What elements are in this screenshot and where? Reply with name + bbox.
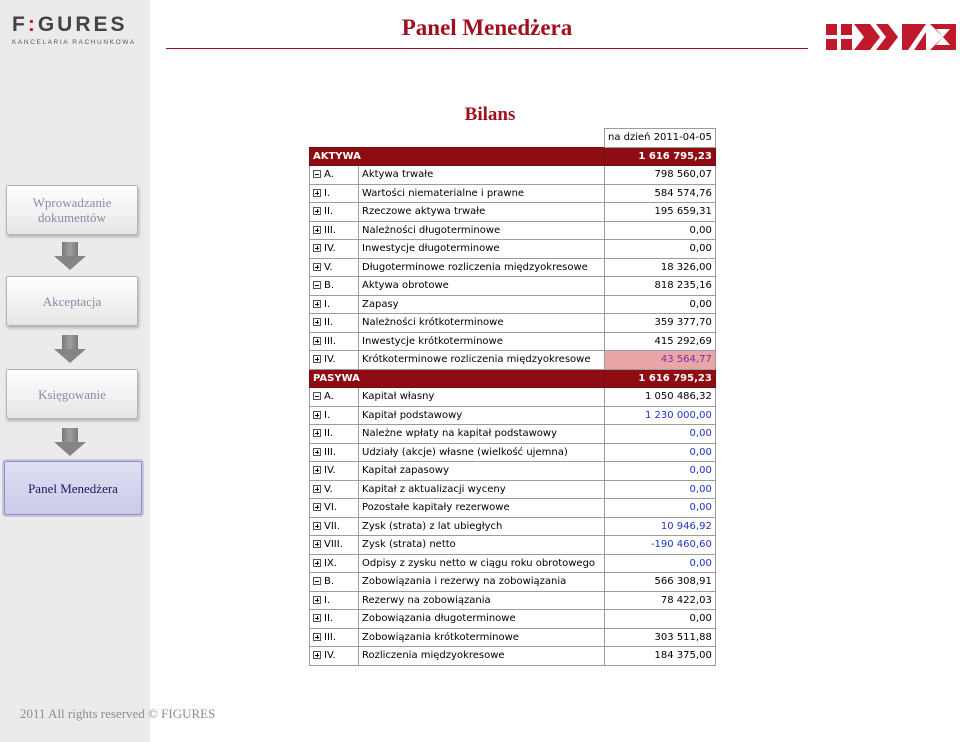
- row-value: 0,00: [605, 295, 716, 314]
- row-code-cell: [310, 277, 359, 296]
- row-name: Kapitał własny: [359, 388, 605, 407]
- row-code: III.: [324, 335, 337, 347]
- expand-plus-icon[interactable]: [313, 559, 321, 567]
- table-row: [310, 258, 716, 277]
- section-row-aktywa: [310, 147, 716, 166]
- row-name: Inwestycje krótkoterminowe: [359, 332, 605, 351]
- expand-plus-icon[interactable]: [313, 318, 321, 326]
- row-value: 1 230 000,00: [605, 406, 716, 425]
- table-row: [310, 332, 716, 351]
- row-name: Aktywa trwałe: [359, 166, 605, 185]
- row-value: 0,00: [605, 499, 716, 518]
- row-value: 0,00: [605, 554, 716, 573]
- row-code-cell: [310, 462, 359, 481]
- row-value: 566 308,91: [605, 573, 716, 592]
- row-code-cell: [310, 406, 359, 425]
- table-row: [310, 499, 716, 518]
- table-header-row: [310, 129, 716, 148]
- row-code-cell: [310, 536, 359, 555]
- page-title: Panel Menedżera: [401, 15, 573, 40]
- row-code: IX.: [324, 557, 337, 569]
- row-value: 0,00: [605, 610, 716, 629]
- row-value: 0,00: [605, 221, 716, 240]
- row-name: Kapitał zapasowy: [359, 462, 605, 481]
- row-value: 0,00: [605, 443, 716, 462]
- row-code-cell: [310, 332, 359, 351]
- collapse-minus-icon[interactable]: [313, 392, 321, 400]
- down-arrow-icon: [54, 428, 86, 458]
- table-row: [310, 591, 716, 610]
- section-total: 1 616 795,23: [605, 369, 716, 388]
- row-value: 195 659,31: [605, 203, 716, 222]
- table-row: [310, 406, 716, 425]
- row-code: VII.: [324, 520, 340, 532]
- nav-panel-menedzera-button[interactable]: Panel Menedżera: [4, 461, 142, 515]
- nav-ksiegowanie-button[interactable]: Księgowanie: [6, 369, 138, 419]
- expand-plus-icon[interactable]: [313, 429, 321, 437]
- row-name: Zobowiązania krótkoterminowe: [359, 628, 605, 647]
- row-code: II.: [324, 206, 334, 218]
- table-row: [310, 610, 716, 629]
- expand-plus-icon[interactable]: [313, 207, 321, 215]
- row-code-cell: [310, 610, 359, 629]
- row-name: Należne wpłaty na kapitał podstawowy: [359, 425, 605, 444]
- expand-plus-icon[interactable]: [313, 651, 321, 659]
- down-arrow-icon: [54, 335, 86, 365]
- down-arrow-icon: [54, 242, 86, 272]
- expand-plus-icon[interactable]: [313, 263, 321, 271]
- date-header: na dzień 2011-04-05: [605, 129, 716, 148]
- row-code: II.: [324, 428, 334, 440]
- row-name: Zobowiązania długoterminowe: [359, 610, 605, 629]
- row-code-cell: [310, 425, 359, 444]
- row-value: 303 511,88: [605, 628, 716, 647]
- expand-plus-icon[interactable]: [313, 503, 321, 511]
- table-row: [310, 573, 716, 592]
- table-row: [310, 314, 716, 333]
- expand-plus-icon[interactable]: [313, 226, 321, 234]
- row-code: V.: [324, 483, 333, 495]
- row-value: 43 564,77: [605, 351, 716, 370]
- row-code: IV.: [324, 243, 336, 255]
- table-row: [310, 388, 716, 407]
- figures-logo: [12, 14, 142, 54]
- row-code: A.: [324, 169, 334, 181]
- row-code-cell: [310, 240, 359, 259]
- footer-copyright: 2011 All rights reserved © FIGURES: [20, 706, 216, 721]
- expand-plus-icon[interactable]: [313, 355, 321, 363]
- row-value: 184 375,00: [605, 647, 716, 666]
- row-code: I.: [324, 298, 331, 310]
- row-code-cell: [310, 314, 359, 333]
- row-code: VIII.: [324, 539, 343, 551]
- expand-plus-icon[interactable]: [313, 300, 321, 308]
- row-code: II.: [324, 613, 334, 625]
- row-code-cell: [310, 351, 359, 370]
- row-code-cell: [310, 203, 359, 222]
- row-code-cell: [310, 166, 359, 185]
- row-name: Inwestycje długoterminowe: [359, 240, 605, 259]
- row-name: Krótkoterminowe rozliczenia międzyokresowe: [359, 351, 605, 370]
- row-value: 415 292,69: [605, 332, 716, 351]
- row-code-cell: [310, 554, 359, 573]
- collapse-minus-icon[interactable]: [313, 170, 321, 178]
- row-name: Kapitał podstawowy: [359, 406, 605, 425]
- row-code: II.: [324, 317, 334, 329]
- table-row: [310, 240, 716, 259]
- row-name: Zysk (strata) netto: [359, 536, 605, 555]
- row-code: III.: [324, 224, 337, 236]
- table-row: [310, 443, 716, 462]
- row-code-cell: [310, 480, 359, 499]
- row-name: Należności długoterminowe: [359, 221, 605, 240]
- row-value: 798 560,07: [605, 166, 716, 185]
- row-value: 1 050 486,32: [605, 388, 716, 407]
- table-row: [310, 351, 716, 370]
- brand-mark-icon: [826, 24, 956, 50]
- row-value: 10 946,92: [605, 517, 716, 536]
- row-code-cell: [310, 628, 359, 647]
- table-row: [310, 425, 716, 444]
- row-code: I.: [324, 187, 331, 199]
- row-value: 0,00: [605, 480, 716, 499]
- section-row-pasywa: [310, 369, 716, 388]
- expand-plus-icon[interactable]: [313, 540, 321, 548]
- row-code-cell: [310, 295, 359, 314]
- row-code: B.: [324, 280, 335, 292]
- row-code: IV.: [324, 465, 336, 477]
- row-code-cell: [310, 499, 359, 518]
- row-value: 584 574,76: [605, 184, 716, 203]
- collapse-minus-icon[interactable]: [313, 281, 321, 289]
- expand-plus-icon[interactable]: [313, 448, 321, 456]
- expand-plus-icon[interactable]: [313, 466, 321, 474]
- row-name: Aktywa obrotowe: [359, 277, 605, 296]
- section-label: PASYWA: [310, 369, 605, 388]
- row-name: Rzeczowe aktywa trwałe: [359, 203, 605, 222]
- table-row: [310, 462, 716, 481]
- table-row: [310, 554, 716, 573]
- section-total: 1 616 795,23: [605, 147, 716, 166]
- row-name: Odpisy z zysku netto w ciągu roku obrotowego: [359, 554, 605, 573]
- expand-plus-icon[interactable]: [313, 596, 321, 604]
- table-row: [310, 277, 716, 296]
- row-name: Długoterminowe rozliczenia międzyokresowe: [359, 258, 605, 277]
- row-value: 818 235,16: [605, 277, 716, 296]
- logo-tagline: KANCELARIA RACHUNKOWA: [12, 39, 136, 46]
- row-value: 359 377,70: [605, 314, 716, 333]
- expand-plus-icon[interactable]: [313, 337, 321, 345]
- table-row: [310, 628, 716, 647]
- table-row: [310, 184, 716, 203]
- expand-plus-icon[interactable]: [313, 485, 321, 493]
- balance-sheet-table: [309, 128, 716, 666]
- sidebar: [0, 0, 150, 742]
- row-code-cell: [310, 517, 359, 536]
- row-value: -190 460,60: [605, 536, 716, 555]
- row-code-cell: [310, 221, 359, 240]
- row-name: Rezerwy na zobowiązania: [359, 591, 605, 610]
- row-value: 18 326,00: [605, 258, 716, 277]
- expand-plus-icon[interactable]: [313, 244, 321, 252]
- table-row: [310, 480, 716, 499]
- row-code: V.: [324, 261, 333, 273]
- row-code: I.: [324, 409, 331, 421]
- row-code-cell: [310, 573, 359, 592]
- table-row: [310, 221, 716, 240]
- table-row: [310, 166, 716, 185]
- section-label: AKTYWA: [310, 147, 605, 166]
- row-code: IV.: [324, 354, 336, 366]
- bilans-title: Bilans: [464, 104, 516, 125]
- row-name: Pozostałe kapitały rezerwowe: [359, 499, 605, 518]
- row-name: Zapasy: [359, 295, 605, 314]
- row-code: IV.: [324, 650, 336, 662]
- row-value: 78 422,03: [605, 591, 716, 610]
- row-name: Należności krótkoterminowe: [359, 314, 605, 333]
- logo-wordmark: F:GURES: [12, 13, 128, 36]
- row-code: III.: [324, 446, 337, 458]
- expand-plus-icon[interactable]: [313, 189, 321, 197]
- table-row: [310, 536, 716, 555]
- table-row: [310, 203, 716, 222]
- row-code: III.: [324, 631, 337, 643]
- expand-plus-icon[interactable]: [313, 411, 321, 419]
- expand-plus-icon[interactable]: [313, 522, 321, 530]
- row-code: VI.: [324, 502, 337, 514]
- row-name: Zysk (strata) z lat ubiegłych: [359, 517, 605, 536]
- row-name: Kapitał z aktualizacji wyceny: [359, 480, 605, 499]
- row-code-cell: [310, 647, 359, 666]
- row-code-cell: [310, 443, 359, 462]
- nav-wprowadzanie-dokumentow-button[interactable]: Wprowadzanie dokumentów: [6, 185, 138, 235]
- row-code: A.: [324, 391, 334, 403]
- expand-plus-icon[interactable]: [313, 633, 321, 641]
- collapse-minus-icon[interactable]: [313, 577, 321, 585]
- table-row: [310, 517, 716, 536]
- table-row: [310, 295, 716, 314]
- nav-akceptacja-button[interactable]: Akceptacja: [6, 276, 138, 326]
- row-name: Rozliczenia międzyokresowe: [359, 647, 605, 666]
- row-name: Zobowiązania i rezerwy na zobowiązania: [359, 573, 605, 592]
- title-divider: [166, 48, 808, 49]
- expand-plus-icon[interactable]: [313, 614, 321, 622]
- row-code-cell: [310, 388, 359, 407]
- row-code: B.: [324, 576, 335, 588]
- table-row: [310, 647, 716, 666]
- row-code: I.: [324, 594, 331, 606]
- row-code-cell: [310, 184, 359, 203]
- row-code-cell: [310, 258, 359, 277]
- row-code-cell: [310, 591, 359, 610]
- row-value: 0,00: [605, 462, 716, 481]
- row-value: 0,00: [605, 240, 716, 259]
- row-value: 0,00: [605, 425, 716, 444]
- row-name: Udziały (akcje) własne (wielkość ujemna): [359, 443, 605, 462]
- row-name: Wartości niematerialne i prawne: [359, 184, 605, 203]
